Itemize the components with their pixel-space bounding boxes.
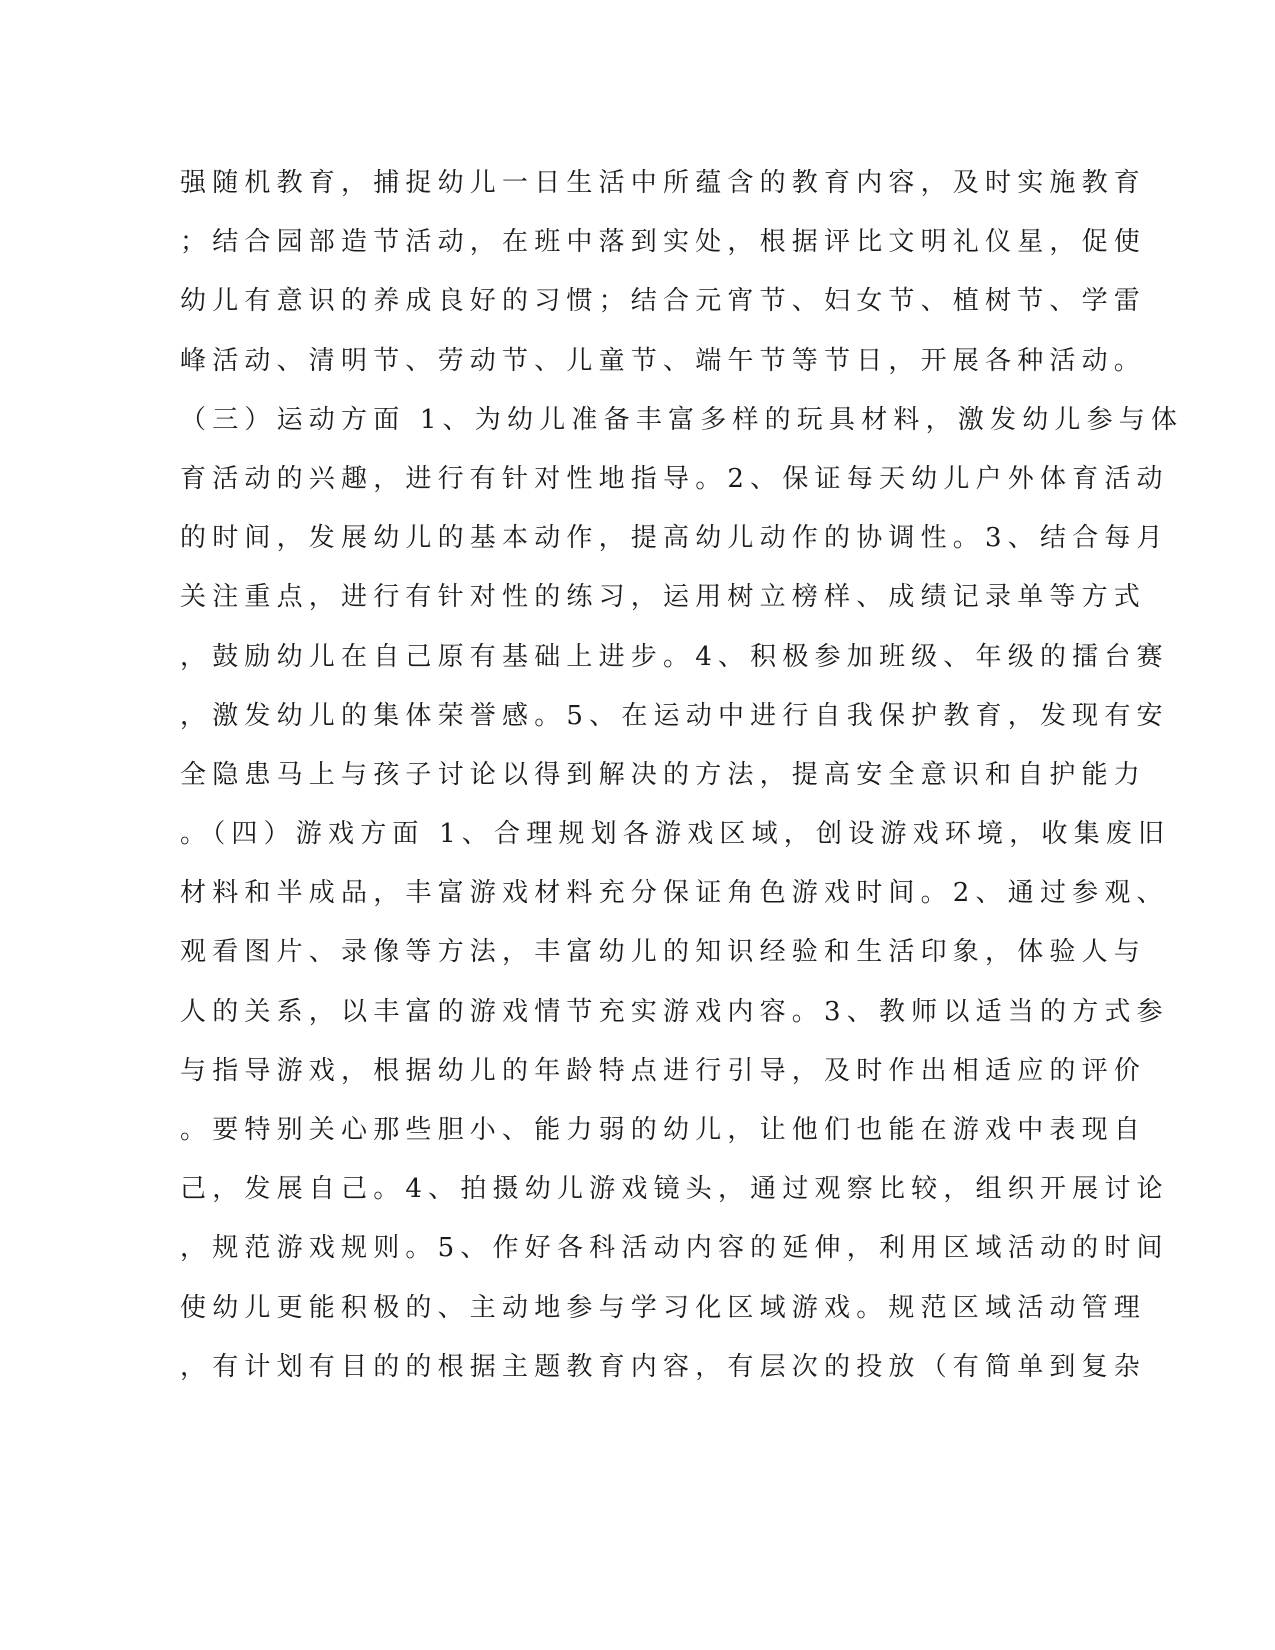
- text-line: 使幼儿更能积极的、主动地参与学习化区域游戏。规范区域活动管理: [180, 1292, 1147, 1323]
- text-line: 育活动的兴趣，进行有针对性地指导。2、保证每天幼儿户外体育活动: [180, 463, 1169, 494]
- text-line: ；结合园部造节活动，在班中落到实处，根据评比文明礼仪星，促使: [180, 227, 1147, 258]
- text-line: ，激发幼儿的集体荣誉感。5、在运动中进行自我保护教育，发现有安: [180, 700, 1169, 731]
- text-line: ，鼓励幼儿在自己原有基础上进步。4、积极参加班级、年级的擂台赛: [180, 641, 1169, 672]
- text-line: 峰活动、清明节、劳动节、儿童节、端午节等节日，开展各种活动。: [180, 345, 1147, 376]
- body-text: [180, 154, 1184, 1397]
- text-line: 幼儿有意识的养成良好的习惯；结合元宵节、妇女节、植树节、学雷: [180, 286, 1147, 317]
- text-line: 全隐患马上与孩子讨论以得到解决的方法，提高安全意识和自护能力: [180, 759, 1147, 790]
- text-line: 人的关系，以丰富的游戏情节充实游戏内容。3、教师以适当的方式参: [180, 996, 1169, 1027]
- text-line: （三）运动方面 1、为幼儿准备丰富多样的玩具材料，激发幼儿参与体: [180, 404, 1184, 435]
- text-line: ，有计划有目的的根据主题教育内容，有层次的投放（有简单到复杂: [180, 1351, 1147, 1382]
- text-line: 材料和半成品，丰富游戏材料充分保证角色游戏时间。2、通过参观、: [180, 878, 1169, 909]
- text-line: 己，发展自己。4、拍摄幼儿游戏镜头，通过观察比较，组织开展讨论: [180, 1174, 1169, 1205]
- text-line: 观看图片、录像等方法，丰富幼儿的知识经验和生活印象，体验人与: [180, 937, 1147, 968]
- text-line: 。（四）游戏方面 1、合理规划各游戏区域，创设游戏环境，收集废旧: [180, 819, 1171, 850]
- text-line: 。要特别关心那些胆小、能力弱的幼儿，让他们也能在游戏中表现自: [180, 1115, 1147, 1145]
- text-line: 强随机教育，捕捉幼儿一日生活中所蕴含的教育内容，及时实施教育: [180, 168, 1147, 198]
- text-line: 关注重点，进行有针对性的练习，运用树立榜样、成绩记录单等方式: [180, 582, 1147, 613]
- text-line: 与指导游戏，根据幼儿的年龄特点进行引导，及时作出相适应的评价: [180, 1055, 1147, 1086]
- text-line: ，规范游戏规则。5、作好各科活动内容的延伸，利用区域活动的时间: [180, 1233, 1169, 1264]
- text-line: 的时间，发展幼儿的基本动作，提高幼儿动作的协调性。3、结合每月: [180, 523, 1169, 554]
